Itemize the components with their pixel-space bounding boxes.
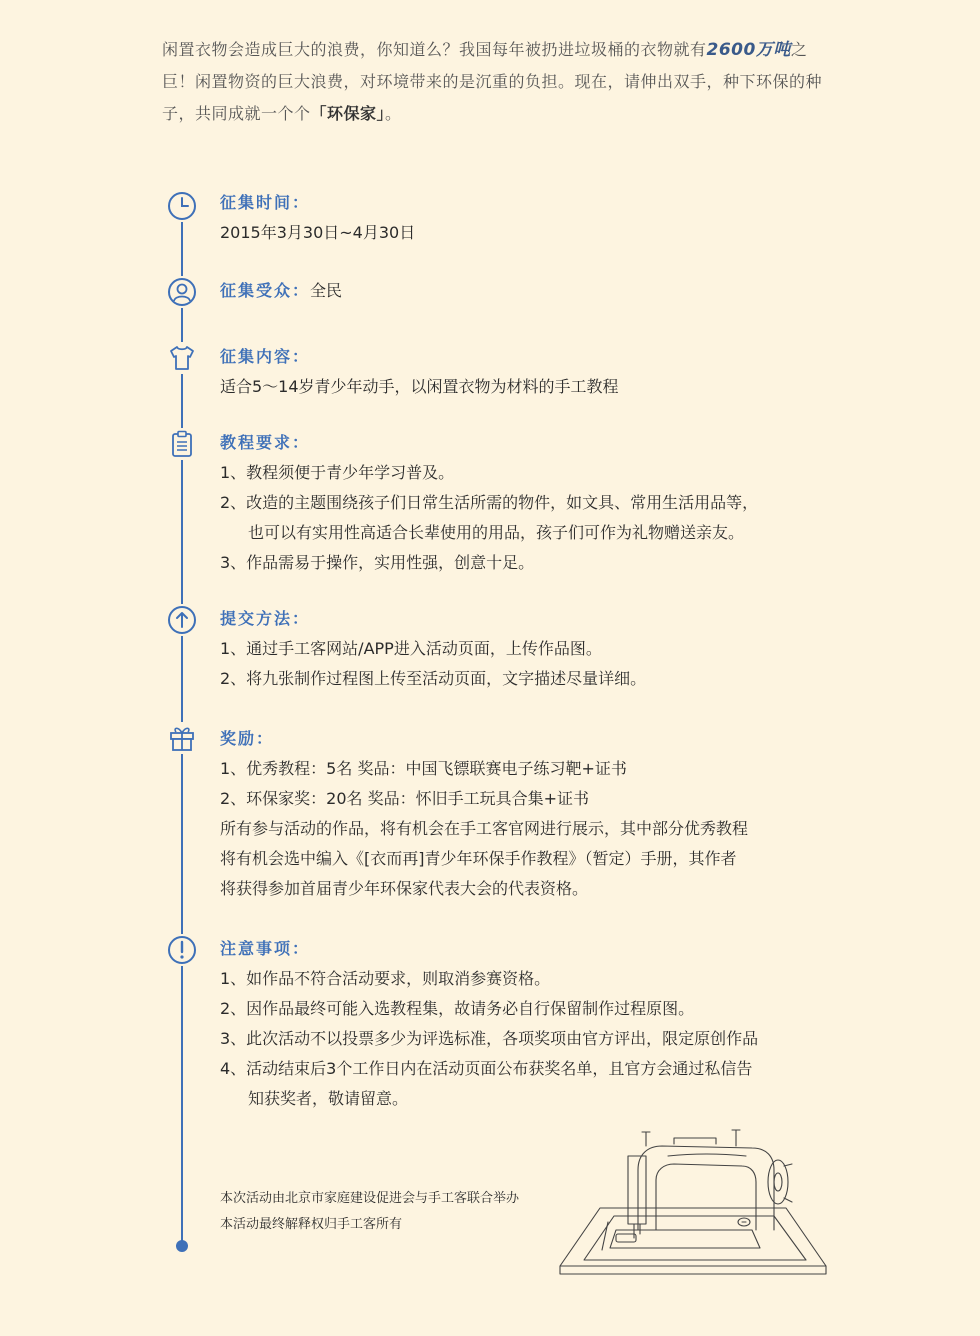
section-line: 3、此次活动不以投票多少为评选标准，各项奖项由官方评出，限定原创作品 (220, 1029, 759, 1048)
section-title: 教程要求： (220, 433, 311, 452)
clipboard-icon (166, 428, 198, 460)
section-line: 2、改造的主题围绕孩子们日常生活所需的物件，如文具、常用生活用品等， (220, 493, 759, 512)
section-content (220, 342, 820, 402)
section-requirements (220, 428, 820, 578)
intro-text-2: 之巨！闲置物资的巨大浪费，对环境带来的是沉重的负担。现在，请伸出双手，种下环保的种子，共同成就一个个 (162, 40, 823, 123)
section-title: 征集内容： (220, 347, 311, 366)
section-line: 2、将九张制作过程图上传至活动页面，文字描述尽量详细。 (220, 669, 647, 688)
section-line: 将获得参加首届青少年环保家代表大会的代表资格。 (220, 879, 589, 898)
section-title: 征集受众： (220, 281, 311, 300)
section-reward (220, 724, 820, 904)
section-title: 征集时间： (220, 193, 311, 212)
section-line: 1、通过手工客网站/APP进入活动页面，上传作品图。 (220, 639, 602, 658)
section-value: 全民 (310, 281, 343, 300)
section-line: 所有参与活动的作品，将有机会在手工客官网进行展示，其中部分优秀教程 (220, 819, 749, 838)
section-notes (220, 934, 820, 1114)
section-time (220, 188, 820, 248)
footer (220, 1186, 519, 1238)
user-icon (166, 276, 198, 308)
section-line: 1、教程须便于青少年学习普及。 (220, 463, 455, 482)
intro-brand: 「环保家」 (310, 104, 386, 123)
section-submit (220, 604, 820, 694)
section-line: 2015年3月30日~4月30日 (220, 223, 416, 242)
footer-line: 本次活动由北京市家庭建设促进会与手工客联合举办 (220, 1191, 520, 1206)
section-line: 将有机会选中编入《[衣而再]青少年环保手作教程》（暂定）手册，其作者 (220, 849, 737, 868)
intro-text-3: 。 (385, 104, 402, 123)
section-title: 提交方法： (220, 609, 311, 628)
intro-highlight: 2600万吨 (706, 40, 791, 60)
intro-text-1: 闲置衣物会造成巨大的浪费，你知道么？我国每年被扔进垃圾桶的衣物就有 (162, 40, 707, 59)
footer-line: 本活动最终解释权归手工客所有 (220, 1217, 403, 1232)
section-line: 1、优秀教程：5名 奖品：中国飞镖联赛电子练习靶+证书 (220, 759, 627, 778)
intro-paragraph (162, 34, 822, 130)
section-line: 适合5～14岁青少年动手，以闲置衣物为材料的手工教程 (220, 377, 619, 396)
gift-icon (166, 722, 198, 754)
section-title: 注意事项： (220, 939, 311, 958)
section-line: 3、作品需易于操作，实用性强，创意十足。 (220, 553, 535, 572)
shirt-icon (166, 342, 198, 374)
section-line: 2、因作品最终可能入选教程集，故请务必自行保留制作过程原图。 (220, 999, 695, 1018)
section-title: 奖励： (220, 729, 275, 748)
section-line: 知获奖者，敬请留意。 (248, 1089, 409, 1108)
section-line: 2、环保家奖：20名 奖品：怀旧手工玩具合集+证书 (220, 789, 590, 808)
alert-icon (166, 934, 198, 966)
clock-icon (166, 190, 198, 222)
section-line: 也可以有实用性高适合长辈使用的用品，孩子们可作为礼物赠送亲友。 (248, 523, 745, 542)
sewing-machine-illustration (556, 1126, 832, 1286)
section-line: 4、活动结束后3个工作日内在活动页面公布获奖名单，且官方会通过私信告 (220, 1059, 753, 1078)
upload-icon (166, 604, 198, 636)
section-audience (220, 276, 820, 306)
section-line: 1、如作品不符合活动要求，则取消参赛资格。 (220, 969, 551, 988)
timeline-end-dot (176, 1240, 188, 1252)
